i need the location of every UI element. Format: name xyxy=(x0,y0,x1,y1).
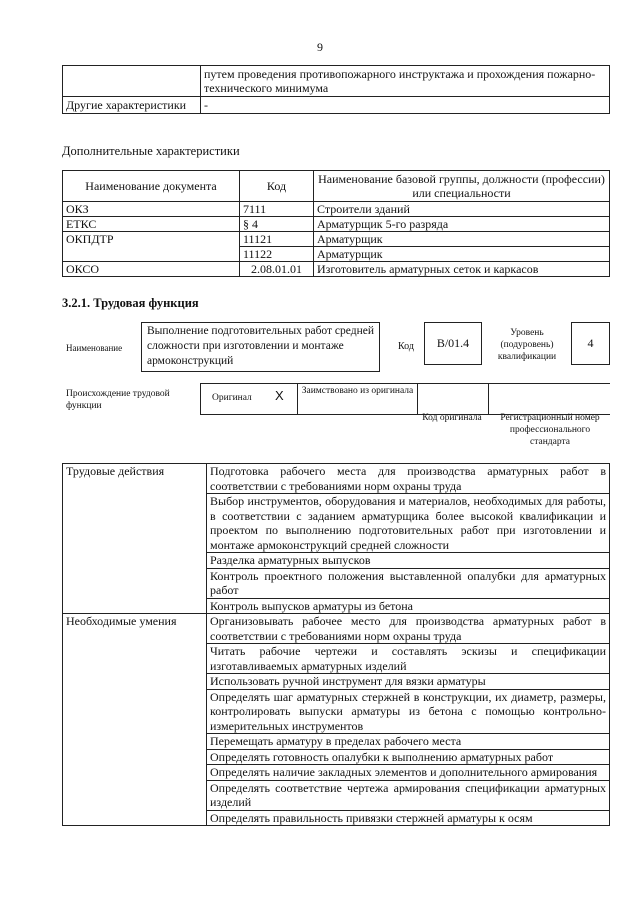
name-label: Наименование xyxy=(66,343,123,353)
borrowed-label: Заимствовано из оригинала xyxy=(301,386,414,396)
top-table xyxy=(62,65,610,114)
additional-heading: Дополнительные характеристики xyxy=(62,144,240,158)
doc-cell: ОКСО xyxy=(63,262,240,277)
table-row xyxy=(63,262,610,277)
name-cell: Строители зданий xyxy=(314,202,610,217)
original-label: Оригинал xyxy=(212,393,252,403)
skill-item: Определять шаг арматурных стержней в конструкции, их диаметр, размеры, контролировать выпуски арматуры из бетона с помощью контрольно-измерительных инструментов xyxy=(207,689,610,734)
col-doc-header: Наименование документа xyxy=(63,171,240,202)
skill-item: Читать рабочие чертежи и составлять эскизы и спецификации изготавливаемых арматурных изделий xyxy=(207,644,610,674)
divider xyxy=(488,383,489,414)
code-value: В/01.4 xyxy=(424,322,482,365)
skill-item: Определять наличие закладных элементов и дополнительного армирования xyxy=(207,765,610,781)
level-label: Уровень (подуровень) квалификации xyxy=(497,328,557,362)
actions-label: Трудовые действия xyxy=(63,464,207,614)
other-characteristics-value: - xyxy=(201,97,610,114)
action-item: Разделка арматурных выпусков xyxy=(207,553,610,569)
divider xyxy=(417,383,418,414)
skill-item: Определять готовность опалубки к выполнению арматурных работ xyxy=(207,749,610,765)
name-cell: Арматурщик 5-го разряда xyxy=(314,217,610,232)
action-item: Подготовка рабочего места для производства арматурных работ в соответствии с требованиями норм охраны труда xyxy=(207,464,610,494)
table-row xyxy=(63,97,610,114)
continued-text: путем проведения противопожарного инструктажа и прохождения пожарно-технического минимума xyxy=(201,66,610,97)
skill-item: Перемещать арматуру в пределах рабочего места xyxy=(207,734,610,750)
other-characteristics-label: Другие характеристики xyxy=(63,97,201,114)
original-mark: X xyxy=(275,388,284,403)
name-cell: Арматурщик xyxy=(314,247,610,262)
divider xyxy=(297,383,298,414)
name-cell: Изготовитель арматурных сеток и каркасов xyxy=(314,262,610,277)
doc-cell: ЕТКС xyxy=(63,217,240,232)
code-cell: 11122 xyxy=(240,247,314,262)
skills-label: Необходимые умения xyxy=(63,614,207,826)
skill-item: Определять правильность привязки стержней арматуры к осям xyxy=(207,810,610,826)
skill-item: Организовывать рабочее место для производства арматурных работ в соответствии с требованиями норм охраны труда xyxy=(207,614,610,644)
code-cell: 7111 xyxy=(240,202,314,217)
skill-item: Определять соответствие чертежа армирования спецификации арматурных изделий xyxy=(207,780,610,810)
code-cell: 2.08.01.01 xyxy=(240,262,314,277)
table-row xyxy=(63,614,610,644)
function-heading: 3.2.1. Трудовая функция xyxy=(62,296,199,310)
origin-label: Происхождение трудовой функции xyxy=(66,389,170,411)
table-row xyxy=(63,217,610,232)
page-number: 9 xyxy=(317,40,323,54)
action-item: Контроль выпусков арматуры из бетона xyxy=(207,598,610,614)
code-cell: 11121 xyxy=(240,232,314,247)
table-header-row xyxy=(63,171,610,202)
doc-cell: ОКЗ xyxy=(63,202,240,217)
divider xyxy=(200,383,201,414)
col-name-header: Наименование базовой группы, должности (профессии) или специальности xyxy=(314,171,610,202)
code-cell: § 4 xyxy=(240,217,314,232)
additional-table xyxy=(62,170,610,277)
doc-cell: ОКПДТР xyxy=(63,232,240,262)
code-original-label: Код оригинала xyxy=(422,413,482,423)
table-row xyxy=(63,66,610,97)
col-code-header: Код xyxy=(240,171,314,202)
code-label: Код xyxy=(398,341,414,352)
level-value: 4 xyxy=(571,322,610,365)
action-item: Выбор инструментов, оборудования и материалов, необходимых для работы, в соответствии с заданием арматурщика более высокой квалификации и проектом по выполнению подготовительных работ при изготовлении и монтаже армоконструкций средней сложности xyxy=(207,494,610,553)
reg-number-label: Регистрационный номер профессионального стандарта xyxy=(500,413,600,447)
table-row xyxy=(63,232,610,247)
details-table xyxy=(62,463,610,826)
skill-item: Использовать ручной инструмент для вязки арматуры xyxy=(207,674,610,690)
table-row xyxy=(63,202,610,217)
table-row xyxy=(63,464,610,494)
name-cell: Арматурщик xyxy=(314,232,610,247)
action-item: Контроль проектного положения выставленной опалубки для арматурных работ xyxy=(207,568,610,598)
function-name-value: Выполнение подготовительных работ средней сложности при изготовлении и монтаже армоконструкций xyxy=(141,322,380,372)
